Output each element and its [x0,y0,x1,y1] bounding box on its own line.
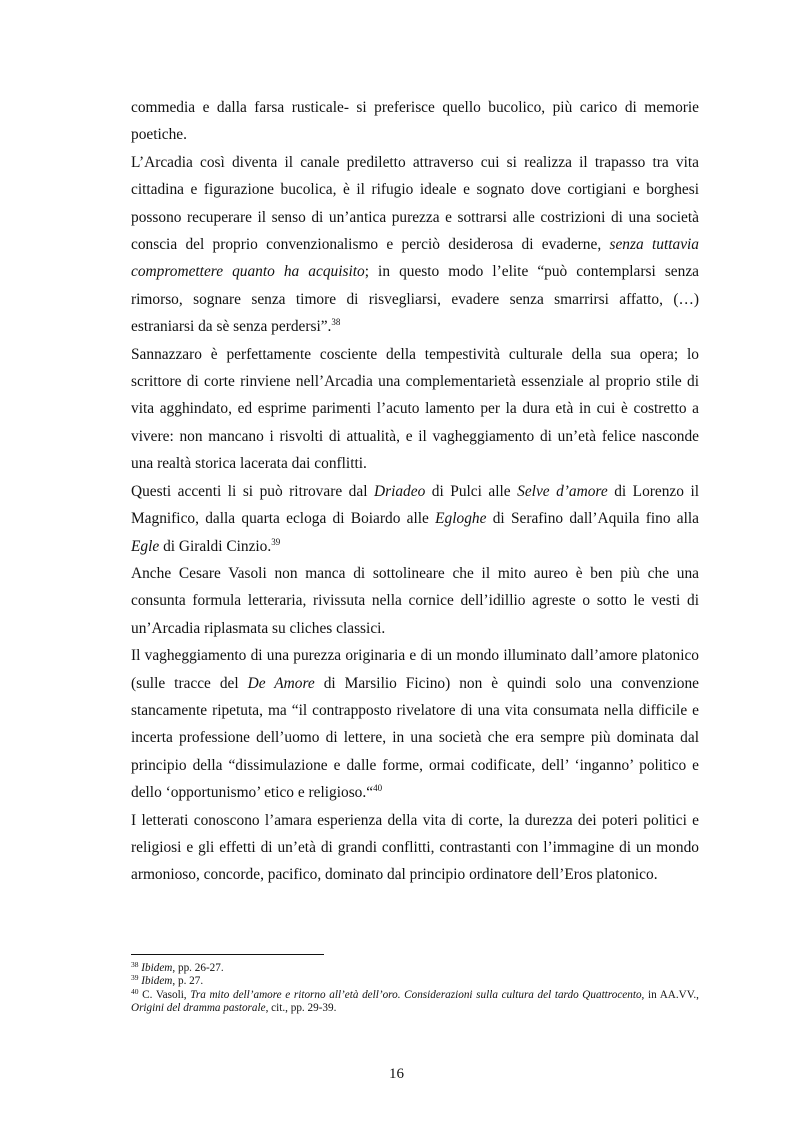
italic-text: Origini del dramma pastorale [131,1002,266,1015]
footnote-separator [131,954,324,955]
text-segment: L’Arcadia così diventa il canale prediletto attraverso cui si realizza il trapasso tra vita cittadina e figurazione bucolica, è il rifugio ideale e sognato dove cortigiani e borghesi possono recuperare il senso di un’antica purezza e sottrarsi alle costrizioni di una società conscia del proprio convenzionalismo e perciò desiderosa di evaderne, [131,153,699,254]
footnotes [131,962,699,1016]
italic-text: De Amore [247,674,315,692]
paragraph-4 [131,478,699,560]
italic-text: Driadeo [373,482,426,500]
italic-text: senza tuttavia compromettere quanto ha acquisito [131,236,699,281]
text-segment: , cit., pp. 29-39. [265,1002,337,1015]
italic-text: Egle [131,537,160,555]
text-segment: , in AA.VV., [641,988,699,1001]
paragraph-6 [131,642,699,806]
text-segment: di Lorenzo il Magnifico, dalla quarta ecloga di Boiardo alle [131,482,700,528]
paragraph-1 [131,94,699,149]
text-segment: di Serafino dall’Aquila fino alla [486,510,699,528]
paragraph-5 [131,560,699,642]
text-segment: ; in questo modo l’elite “può contemplarsi senza rimorso, sognare senza timore di risvegliarsi, evadere senza smarrirsi affatto, (…) estraniarsi da sè senza perdersi”. [131,263,699,336]
text-segment: Il vagheggiamento di una purezza originaria e di un mondo illuminato dall’amore platonico (sulle tracce del [131,647,699,692]
italic-text: Selve d’amore [517,482,608,500]
footnote-3 [131,986,699,1016]
text-segment: , pp. 26-27. [172,962,224,974]
footnote-2 [131,975,699,988]
footnote-marker: 40 [131,986,139,996]
text-segment: commedia e dalla farsa rusticale- si preferisce quello bucolico, più carico di memorie poetiche. [131,99,699,144]
text-segment: di Marsilio Ficino) non è quindi solo una convenzione stancamente ripetuta, ma “il contrapposto rivelatore di una vita consumata nella difficile e incerta professione dell’uomo di lettere, in una società che era sempre più dominata dal principio della “dissimulazione e dalle forme, ormai codificate, dell’ ‘inganno’ politico e dello ‘opportunismo’ etico e religioso.“ [131,674,699,802]
paragraph-3 [131,341,699,478]
text-segment: di Giraldi Cinzio. [159,537,272,555]
footnote-marker: 39 [271,536,281,547]
text-segment: C. Vasoli, [138,988,191,1001]
italic-text: Egloghe [435,510,487,528]
footnote-marker: 38 [331,317,341,328]
text-segment: Sannazzaro è perfettamente cosciente della tempestività culturale della sua opera; lo scrittore di corte rinviene nell’Arcadia una complementarietà essenziale al proprio stile di vita agghindato, ed esprime parimenti l’acuto lamento per la dura età in cui è costretto a vivere: non mancano i risvolti di attualità, e il vagheggiamento di un’età felice nasconde una realtà storica lacerata dai conflitti. [131,345,699,473]
text-segment: I letterati conoscono l’amara esperienza della vita di corte, la durezza dei poteri politici e religiosi e gli effetti di un’età di grandi conflitti, contrastanti con l’immagine di un mondo armonioso, concorde, pacifico, dominato dal principio ordinatore dell’Eros platonico. [131,811,699,884]
paragraph-2 [131,149,699,341]
text-segment: Anche Cesare Vasoli non manca di sottolineare che il mito aureo è ben più che una consunta formula letteraria, rivissuta nella cornice dell’idillio agreste o sotto le vesti di un’Arcadia riplasmata su cliches classici. [131,564,699,637]
page-number: 16 [389,1066,404,1082]
text-segment: Questi accenti li si può ritrovare dal [131,482,374,500]
text-segment: , p. 27. [172,975,204,988]
footnote-1 [131,962,699,975]
body-text [131,94,699,889]
italic-text: Ibidem [141,962,173,974]
footnote-marker: 39 [131,973,139,983]
footnote-marker: 40 [373,783,383,794]
italic-text: Ibidem [141,975,173,988]
paragraph-7 [131,807,699,889]
italic-text: Tra mito dell’amore e ritorno all’età dell’oro. Considerazioni sulla cultura del tardo Quattrocento [190,988,642,1001]
text-segment: di Pulci alle [425,482,518,500]
footnote-marker: 38 [131,960,139,969]
